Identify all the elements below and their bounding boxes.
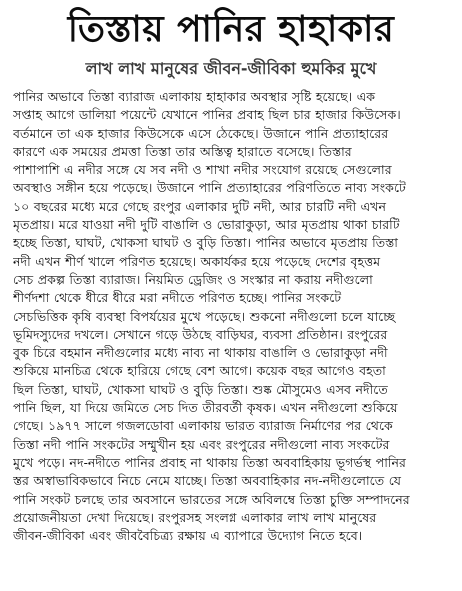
body-line: হচ্ছে তিস্তা, ঘাঘট, খোকসা ঘাঘট ও বুড়ি তিস্তা। পানির অভাবে মৃতপ্রায় তিস্তা (13, 235, 398, 251)
body-line: সপ্তাহ আগে ডালিয়া পয়েন্টে যেখানে পানির প্রবাহ ছিল চার হাজার কিউসেক। (13, 107, 401, 123)
body-line: কারণে এক সময়ের প্রমত্তা তিস্তা তার অস্তিত্ব হারাতে বসেছে। তিস্তার (13, 143, 352, 159)
body-line: মৃতপ্রায়। মরে যাওয়া নদী দুটি বাঙালি ও ভোরাকুড়া, আর মৃতপ্রায় থাকা চারটি (13, 217, 400, 233)
body-line: বর্তমানে তা এক হাজার কিউসেকে এসে ঠেকেছে। উজানে পানি প্রত্যাহারের (13, 125, 389, 141)
body-line: প্রয়োজনীয়তা দেখা দিয়েছে। রংপুরসহ সংলগ্ন এলাকার লাখ লাখ মানুষের (13, 509, 377, 525)
body-line: পাশাপাশি এ নদীর সঙ্গে যে সব নদী ও শাখা নদীর সংযোগ রয়েছে সেগুলোর (13, 162, 392, 178)
body-line: পানি সংকট চলছে তার অবসানে ভারতের সঙ্গে অবিলম্বে তিস্তা চুক্তি সম্পাদনের (13, 491, 410, 507)
body-line: শীর্ণদশা থেকে ধীরে ধীরে মরা নদীতে পরিণত হচ্ছে। পানির সংকটে (13, 290, 342, 306)
body-line: পানি ছিল, যা দিয়ে জমিতে সেচ দিত তীরবর্তী কৃষক। এখন নদীগুলো শুকিয়ে (13, 400, 398, 416)
body-line: গেছে। ১৯৭৭ সালে গজলডোবা এলাকায় ভারত ব্যারাজ নির্মাণের পর থেকে (13, 418, 393, 434)
body-line: তিস্তা নদী পানি সংকটের সম্মুখীন হয় এবং রংপুরের নদীগুলো নাব্য সংকটের (13, 436, 390, 452)
body-line: স্তর অস্বাভাবিকভাবে নিচে নেমে যাচ্ছে। তিস্তা অববাহিকার নদ-নদীগুলোতে যে (13, 473, 402, 489)
body-line: বুক চিরে বহমান নদীগুলোর মধ্যে নাব্য না থাকায় বাঙালি ও ভোরাকুড়া নদী (13, 345, 388, 361)
body-line: অবস্থাও সঙ্গীন হয়ে পড়েছে। উজানে পানি প্রত্যাহারের পরিণতিতে নাব্য সংকটে (13, 180, 406, 196)
body-line: শুকিয়ে মানচিত্র থেকে হারিয়ে গেছে বেশ আগে। কয়েক বছর আগেও বহতা (13, 363, 386, 379)
body-line: সেচ প্রকল্প তিস্তা ব্যারাজ। নিয়মিত ড্রেজিং ও সংস্কার না করায় নদীগুলো (13, 271, 373, 287)
body-line: জীবন-জীবিকা এবং জীববৈচিত্র্য রক্ষায় এ ব্যাপারে উদ্যোগ নিতে হবে। (13, 528, 363, 544)
body-line: ১০ বছরের মধ্যে মরে গেছে রংপুর এলাকার দুটি নদী, আর চারটি নদী এখন (13, 198, 386, 214)
body-line: পানির অভাবে তিস্তা ব্যারাজ এলাকায় হাহাকার অবস্থার সৃষ্টি হয়েছে। এক (13, 89, 376, 104)
body-line: সেচভিত্তিক কৃষি ব্যবস্থা বিপর্যয়ের মুখে পড়েছে। শুকনো নদীগুলো চলে যাচ্ছে (13, 308, 396, 324)
article-subheadline: লাখ লাখ মানুষের জীবন-জীবিকা হুমকির মুখে (85, 59, 377, 78)
body-line: নদী এখন শীর্ণ খালে পরিণত হয়েছে। অকার্যকর হয়ে পড়েছে দেশের বৃহত্তম (13, 253, 381, 269)
article-body (13, 88, 449, 545)
body-line: ছিল তিস্তা, ঘাঘট, খোকসা ঘাঘট ও বুড়ি তিস্তা। শুষ্ক মৌসুমেও এসব নদীতে (13, 381, 388, 397)
body-line: ভূমিদস্যুদের দখলে। সেখানে গড়ে উঠছে বাড়িঘর, ব্যবসা প্রতিষ্ঠান। রংপুরের (13, 326, 388, 342)
body-line: মুখে পড়ে। নদ-নদীতে পানির প্রবাহ না থাকায় তিস্তা অববাহিকায় ভূগর্ভস্থ পানির (13, 454, 406, 470)
article-headline: তিস্তায় পানির হাহাকার (67, 9, 395, 50)
